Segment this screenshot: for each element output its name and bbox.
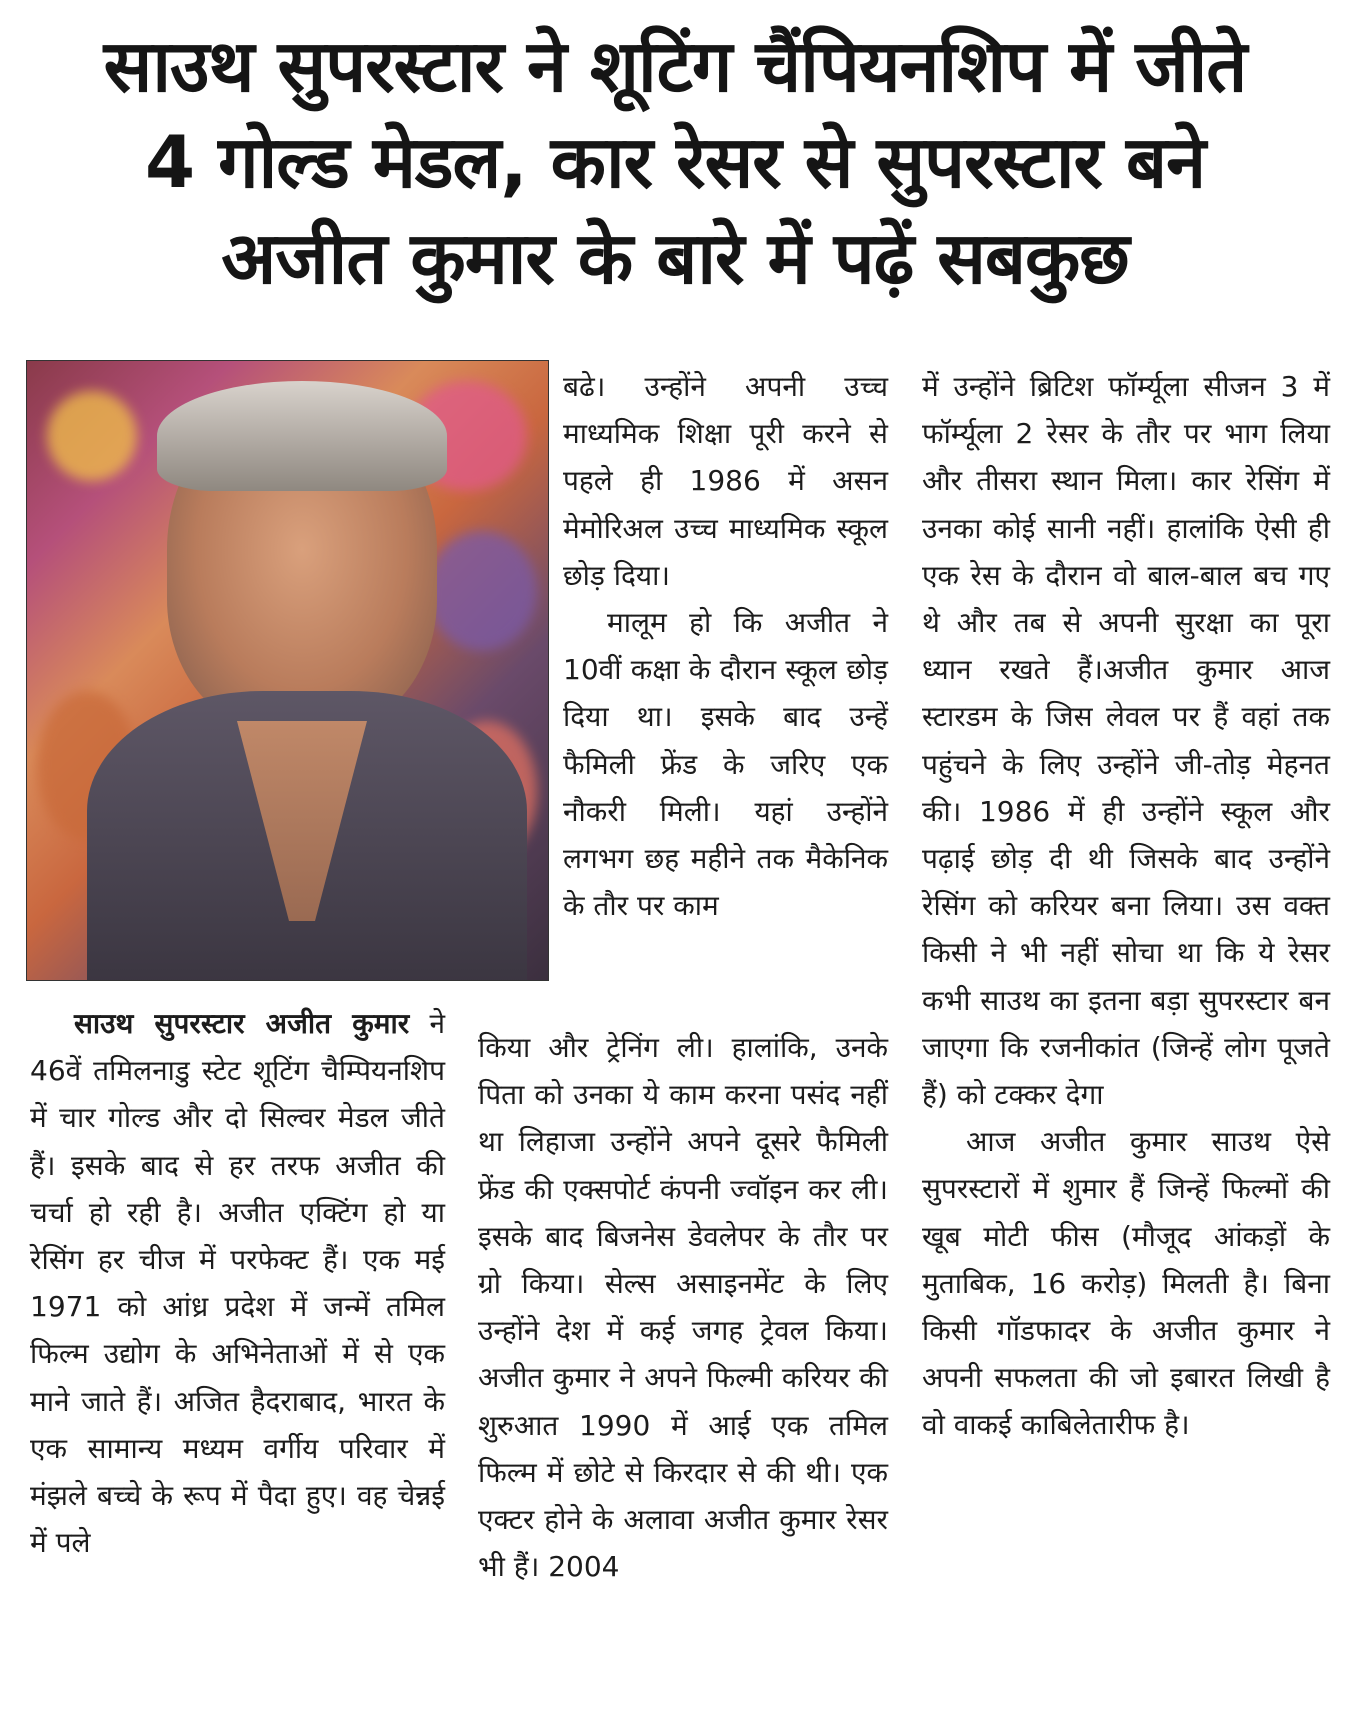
article-lead-name: साउथ सुपरस्टार अजीत कुमार [74, 1007, 410, 1040]
headline-line-3: अजीत कुमार के बारे में पढ़ें सबकुछ [221, 216, 1129, 300]
article-column-2-top [563, 363, 888, 929]
article-column-3-para-1: में उन्होंने ब्रिटिश फॉर्म्यूला सीजन 3 में फॉर्म्यूला 2 रेसर के तौर पर भाग लिया और तीसरा स्थान मिला। कार रेसिंग में उनका कोई सानी नहीं। हालांकि ऐसी ही एक रेस के दौरान वो बाल-बाल बच गए थे और तब से अपनी सुरक्षा का पूरा ध्यान रखते हैं।अजीत कुमार आज स्टारडम के जिस लेवल पर हैं वहां तक पहुंचने के लिए उन्होंने जी-तोड़ मेहनत की। 1986 में ही उन्होंने स्कूल और पढ़ाई छोड़ दी थी जिसके बाद उन्होंने रेसिंग को करियर बना लिया। उस वक्त किसी ने भी नहीं सोचा था कि ये रेसर कभी साउथ का इतना बड़ा सुपरस्टार बन जाएगा कि रजनीकांत (जिन्हें लोग पूजते हैं) को टक्कर देगा [922, 370, 1330, 1112]
article-column-2-bottom [478, 1024, 888, 1590]
headline [20, 18, 1330, 306]
article-column-2-para-1: बढे। उन्होंने अपनी उच्च माध्यमिक शिक्षा पूरी करने से पहले ही 1986 में असन मेमोरिअल उच्च माध्यमिक स्कूल छोड़ दिया। [563, 370, 888, 592]
article-column-1 [30, 1000, 445, 1566]
article-column-3 [922, 363, 1330, 1449]
headline-line-1: साउथ सुपरस्टार ने शूटिंग चैंपियनशिप में जीते [103, 24, 1247, 108]
article-column-1-text: ने 46वें तमिलनाडु स्टेट शूटिंग चैम्पियनशिप में चार गोल्ड और दो सिल्वर मेडल जीते हैं। इसके बाद से हर तरफ अजीत की चर्चा हो रही है। अजीत एक्टिंग हो या रेसिंग हर चीज में परफेक्ट हैं। एक मई 1971 को आंध्र प्रदेश में जन्में तमिल फिल्म उद्योग के अभिनेताओं में से एक माने जाते हैं। अजित हैदराबाद, भारत के एक सामान्य मध्यम वर्गीय परिवार में मंझले बच्चे के रूप में पैदा हुए। वह चेन्नई में पले [30, 1007, 445, 1560]
article-column-3-para-2: आज अजीत कुमार साउथ ऐसे सुपरस्टारों में शुमार हैं जिन्हें फिल्मों की खूब मोटी फीस (मौजूद आंकड़ों के मुताबिक, 16 करोड़) मिलती है। बिना किसी गॉडफादर के अजीत कुमार ने अपनी सफलता की जो इबारत लिखी है वो वाकई काबिलेतारीफ है। [922, 1125, 1330, 1442]
headline-line-2: 4 गोल्ड मेडल, कार रेसर से सुपरस्टार बने [144, 120, 1206, 204]
article-column-2-para-3: किया और ट्रेनिंग ली। हालांकि, उनके पिता को उनका ये काम करना पसंद नहीं था लिहाजा उन्होंने अपने दूसरे फैमिली फ्रेंड की एक्सपोर्ट कंपनी ज्वॉइन कर ली। इसके बाद बिजनेस डेवलेपर के तौर पर ग्रो किया। सेल्स असाइनमेंट के लिए उन्होंने देश में कई जगह ट्रेवल किया। अजीत कुमार ने अपने फिल्मी करियर की शुरुआत 1990 में आई एक तमिल फिल्म में छोटे से किरदार से की थी। एक एक्टर होने के अलावा अजीत कुमार रेसर भी हैं। 2004 [478, 1031, 888, 1584]
article-column-2-para-2: मालूम हो कि अजीत ने 10वीं कक्षा के दौरान स्कूल छोड़ दिया था। इसके बाद उन्हें फैमिली फ्रेंड के जरिए एक नौकरी मिली। यहां उन्होंने लगभग छह महीने तक मैकेनिक के तौर पर काम [563, 606, 888, 923]
article-photo [26, 360, 549, 981]
